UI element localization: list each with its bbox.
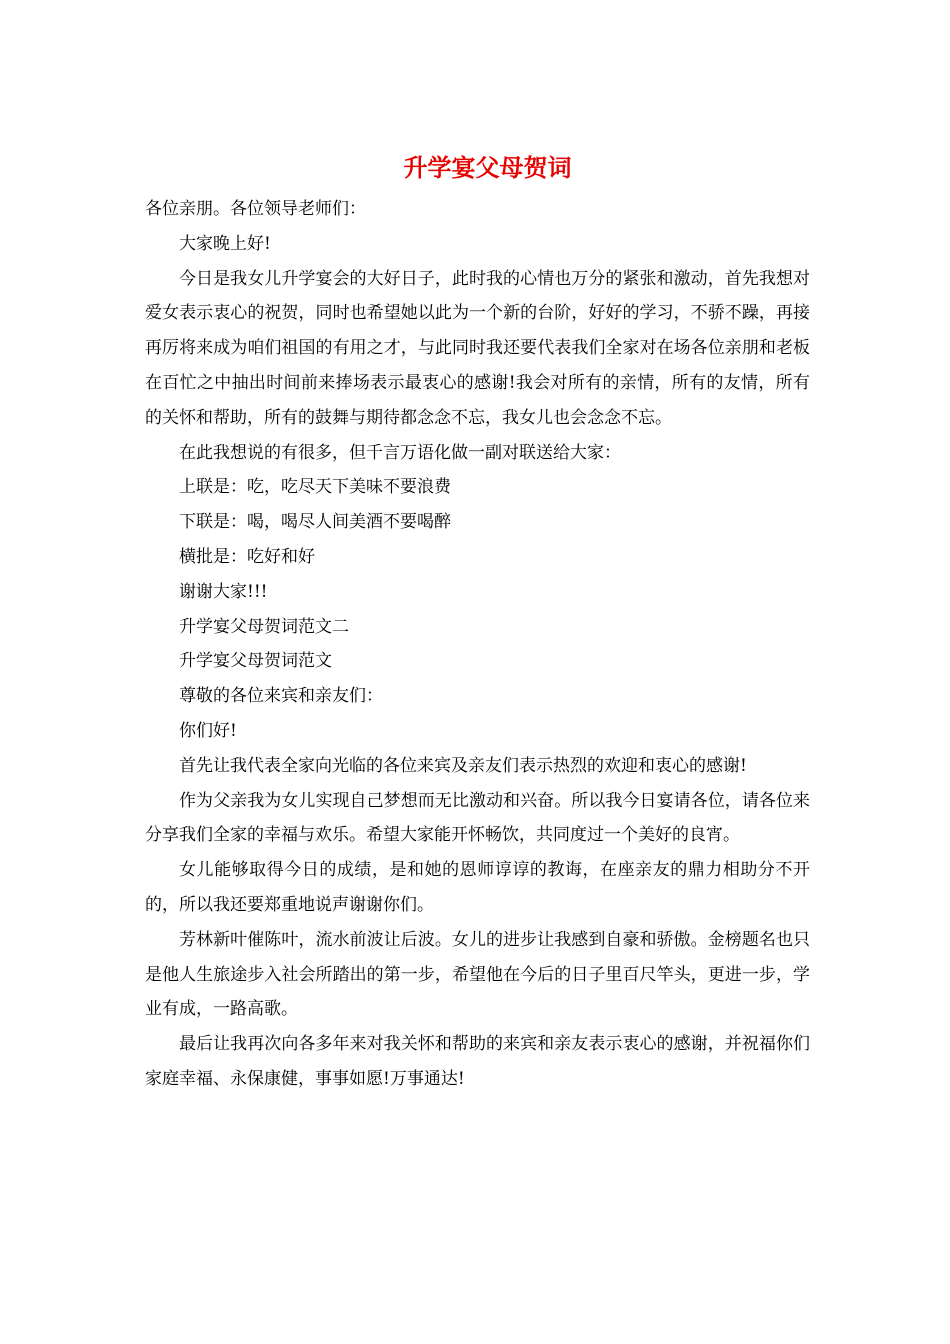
body-paragraph: 芳林新叶催陈叶，流水前波让后波。女儿的进步让我感到自豪和骄傲。金榜题名也只是他人生旅途步入社会所踏出的第一步，希望他在今后的日子里百尺竿头，更进一步，学业有成，一路高歌。 — [145, 929, 810, 1020]
section-heading-paragraph: 升学宴父母贺词范文 — [179, 651, 332, 672]
couplet-horizontal-paragraph: 横批是：吃好和好 — [179, 546, 315, 567]
thanks-paragraph: 谢谢大家!!! — [179, 581, 268, 602]
document-title: 升学宴父母贺词 — [403, 153, 572, 182]
salutation-paragraph: 尊敬的各位来宾和亲友们： — [179, 686, 383, 707]
document-page — [145, 150, 810, 1097]
greeting-paragraph: 你们好! — [179, 720, 237, 741]
body-paragraph: 女儿能够取得今日的成绩，是和她的恩师谆谆的教诲，在座亲友的鼎力相助分不开的，所以我还要郑重地说声谢谢你们。 — [145, 860, 810, 915]
body-paragraph: 今日是我女儿升学宴会的大好日子，此时我的心情也万分的紧张和激动，首先我想对爱女表示衷心的祝贺，同时也希望她以此为一个新的台阶，好好的学习，不骄不躁，再接再厉将来成为咱们祖国的有用之才，与此同时我还要代表我们全家对在场各位亲朋和老板在百忙之中抽出时间前来捧场表示最衷心的感谢!我会对所有的亲情，所有的友情，所有的关怀和帮助，所有的鼓舞与期待都念念不忘，我女儿也会念念不忘。 — [145, 268, 810, 428]
couplet-upper-paragraph: 上联是：吃，吃尽天下美味不要浪费 — [179, 477, 451, 498]
salutation-paragraph: 各位亲朋。各位领导老师们： — [145, 199, 366, 219]
body-paragraph: 首先让我代表全家向光临的各位来宾及亲友们表示热烈的欢迎和衷心的感谢! — [179, 755, 747, 776]
body-paragraph: 作为父亲我为女儿实现自己梦想而无比激动和兴奋。所以我今日宴请各位，请各位来分享我们全家的幸福与欢乐。希望大家能开怀畅饮，共同度过一个美好的良宵。 — [145, 790, 810, 846]
greeting-paragraph: 大家晚上好! — [179, 233, 271, 254]
closing-paragraph: 最后让我再次向各多年来对我关怀和帮助的来宾和亲友表示衷心的感谢，并祝福你们家庭幸福、永保康健，事事如愿!万事通达! — [145, 1034, 810, 1089]
body-paragraph: 在此我想说的有很多，但千言万语化做一副对联送给大家： — [179, 442, 621, 463]
section-heading-paragraph: 升学宴父母贺词范文二 — [179, 616, 349, 637]
couplet-lower-paragraph: 下联是：喝，喝尽人间美酒不要喝醉 — [179, 512, 451, 533]
